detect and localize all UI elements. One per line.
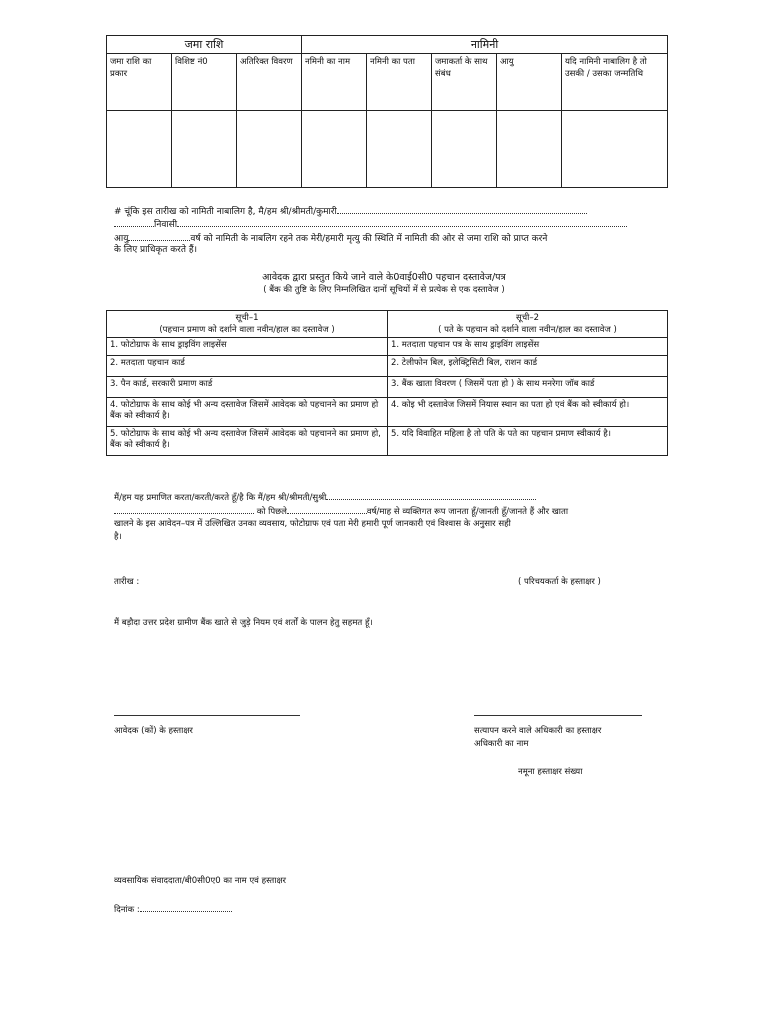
minor-declaration-line4: के लिए प्राधिकृत करते हैं। (114, 245, 198, 255)
minor-declaration-line3: आयु वर्ष को नामिती के नाबलिग रहने तक मेरी/हमारी मृत्यु की स्थिति में नामिती की ओर से जमा राशि को प्राप्त करने (114, 231, 547, 246)
age-blank[interactable] (128, 231, 190, 241)
col-minor-dob: यदि नामिनी नाबालिग है तो उसकी / उसका जन्मतिथि (562, 54, 668, 111)
list2-item: 4. कोइ भी दस्तावेज जिसमें नियास स्थान का पता हो एवं बैंक को स्वीकार्य हो। (388, 398, 668, 427)
col-nominee-address: नमिनी का पता (367, 54, 432, 111)
table-row (107, 398, 668, 427)
deposit-group-header: जमा राशि (107, 36, 302, 54)
col-relation: जमाकर्ता के साथ संबंध (432, 54, 497, 111)
list1-item: 4. फोटोग्राफ के साथ कोई भी अन्य दस्तावेज जिसमें आवेदक को पहचानने का प्रमाण हो बैंक को स्वीकार्य है। (107, 398, 388, 427)
table-row (107, 377, 668, 398)
table-row (107, 356, 668, 377)
entry-cell[interactable] (432, 111, 497, 188)
residence-blank[interactable] (177, 217, 627, 227)
certification-line1: मैं/हम यह प्रमाणित करता/करती/करते हूँ/है कि मैं/हम श्री/श्रीमती/सुश्री (114, 490, 536, 505)
verifier-signature-line (474, 715, 642, 716)
list2-item: 1. मतदाता पहचान पत्र के साथ ड्राइविंग लाइसेंस (388, 338, 668, 356)
introducer-signature-label: ( परिचयकर्ता के हस्ताक्षर ) (518, 577, 601, 587)
list1-item: 5. फोटोग्राफ के साथ कोई भी अन्य दस्तावेज जिसमें आवेदक को पहचानने का प्रमाण हो, बैंक को स्वीकार्य है। (107, 427, 388, 456)
list1-item: 1. फोटोग्राफ के साथ ड्राइविंग लाइसेंस (107, 338, 388, 356)
entry-cell[interactable] (367, 111, 432, 188)
name-blank[interactable] (326, 490, 536, 500)
entry-cell[interactable] (562, 111, 668, 188)
blank[interactable] (114, 504, 254, 514)
certification-line3: खालने के इस आवेदन–पत्र में उल्लिखित उनका व्यवसाय, फोटोग्राफ एवं पता मेरी हमारी पूर्ण जानकारी एवं विश्वास के अनुसार सही (114, 519, 511, 529)
list2-header: सूची–2 ( पते के पहचान को दर्शाने वाला नवीन/हाल का दस्तावेज ) (388, 311, 668, 338)
col-deposit-type: जमा राशि का प्रकार (107, 54, 172, 111)
bc-signature-label: व्यवसायिक संवाददाता/बी0सी0ए0 का नाम एवं हस्ताक्षर (114, 876, 287, 886)
applicant-signature-line (114, 715, 300, 716)
table-row (107, 338, 668, 356)
minor-declaration-line1: # चूंकि इस तारीख को नामिती नाबालिग है, मै/हम श्री/श्रीमती/कुमारी (114, 204, 587, 219)
name-blank[interactable] (337, 204, 587, 214)
date-label: तारीख : (114, 577, 140, 587)
entry-cell[interactable] (302, 111, 367, 188)
verifier-signature-label: सत्यापन करने वाले अधिकारी का हस्ताक्षर (474, 726, 602, 736)
specimen-signature-no-label: नमूना हस्ताक्षर संख्या (518, 767, 583, 777)
entry-cell[interactable] (172, 111, 237, 188)
list2-item: 5. यदि विवाहित महिला है तो पति के पते का पहचान प्रमाण स्वीकार्य है। (388, 427, 668, 456)
entry-cell[interactable] (107, 111, 172, 188)
col-additional-details: अतिरिक्त विवरण (237, 54, 302, 111)
date-blank[interactable] (140, 902, 232, 912)
kyc-subheading: ( बैंक की तुष्टि के लिए निम्नलिखित दानों सूचियों में से प्रत्येक से एक दस्तावेज ) (263, 285, 505, 295)
kyc-heading: आवेदक द्वारा प्रस्तुत किये जाने वाले के0वाई0सी0 पहचान दस्तावेज/पत्र (262, 272, 506, 283)
nominee-group-header: नामिनी (302, 36, 668, 54)
table-row (107, 427, 668, 456)
col-nominee-name: नमिनी का नाम (302, 54, 367, 111)
blank[interactable] (114, 217, 154, 227)
col-specific-no: विशिष्ट नं0 (172, 54, 237, 111)
entry-cell[interactable] (237, 111, 302, 188)
minor-declaration-line2: निवासी (114, 217, 627, 232)
agreement-statement: मैं बड़ौदा उत्तर प्रदेश ग्रामीण बैंक खाते से जुड़े नियम एवं शर्तों के पालन हेतु सहमत हूँ। (114, 618, 373, 628)
list2-item: 2. टेलीफोन बिल, इलेक्ट्रिसिटी बिल, राशन कार्ड (388, 356, 668, 377)
kyc-documents-table (106, 310, 668, 456)
list1-item: 2. मतदाता पहचान कार्ड (107, 356, 388, 377)
entry-cell[interactable] (497, 111, 562, 188)
officer-name-label: अधिकारी का नाम (474, 739, 529, 749)
list1-header: सूची–1 (पहचान प्रमाण को दर्शाने वाला नवीन/हाल का दस्तावेज ) (107, 311, 388, 338)
certification-line4: है। (114, 532, 122, 542)
list1-item: 3. पैन कार्ड, सरकारी प्रमाण कार्ड (107, 377, 388, 398)
dinank-line: दिनांक : (114, 902, 232, 917)
list2-item: 3. बैंक खाता विवरण ( जिसमें पता हो ) के साथ मनरेगा जॉब कार्ड (388, 377, 668, 398)
deposit-nominee-table (106, 35, 668, 188)
years-blank[interactable] (287, 504, 367, 514)
certification-line2: को पिछले वर्ष/माह से व्यक्तिगत रूप जानता हूँ/जानती हूँ/जानते हैं और खाता (114, 504, 568, 519)
applicant-signature-label: आवेदक (कों) के हस्ताक्षर (114, 726, 193, 736)
col-age: आयु (497, 54, 562, 111)
empty-entry-row (107, 111, 668, 188)
